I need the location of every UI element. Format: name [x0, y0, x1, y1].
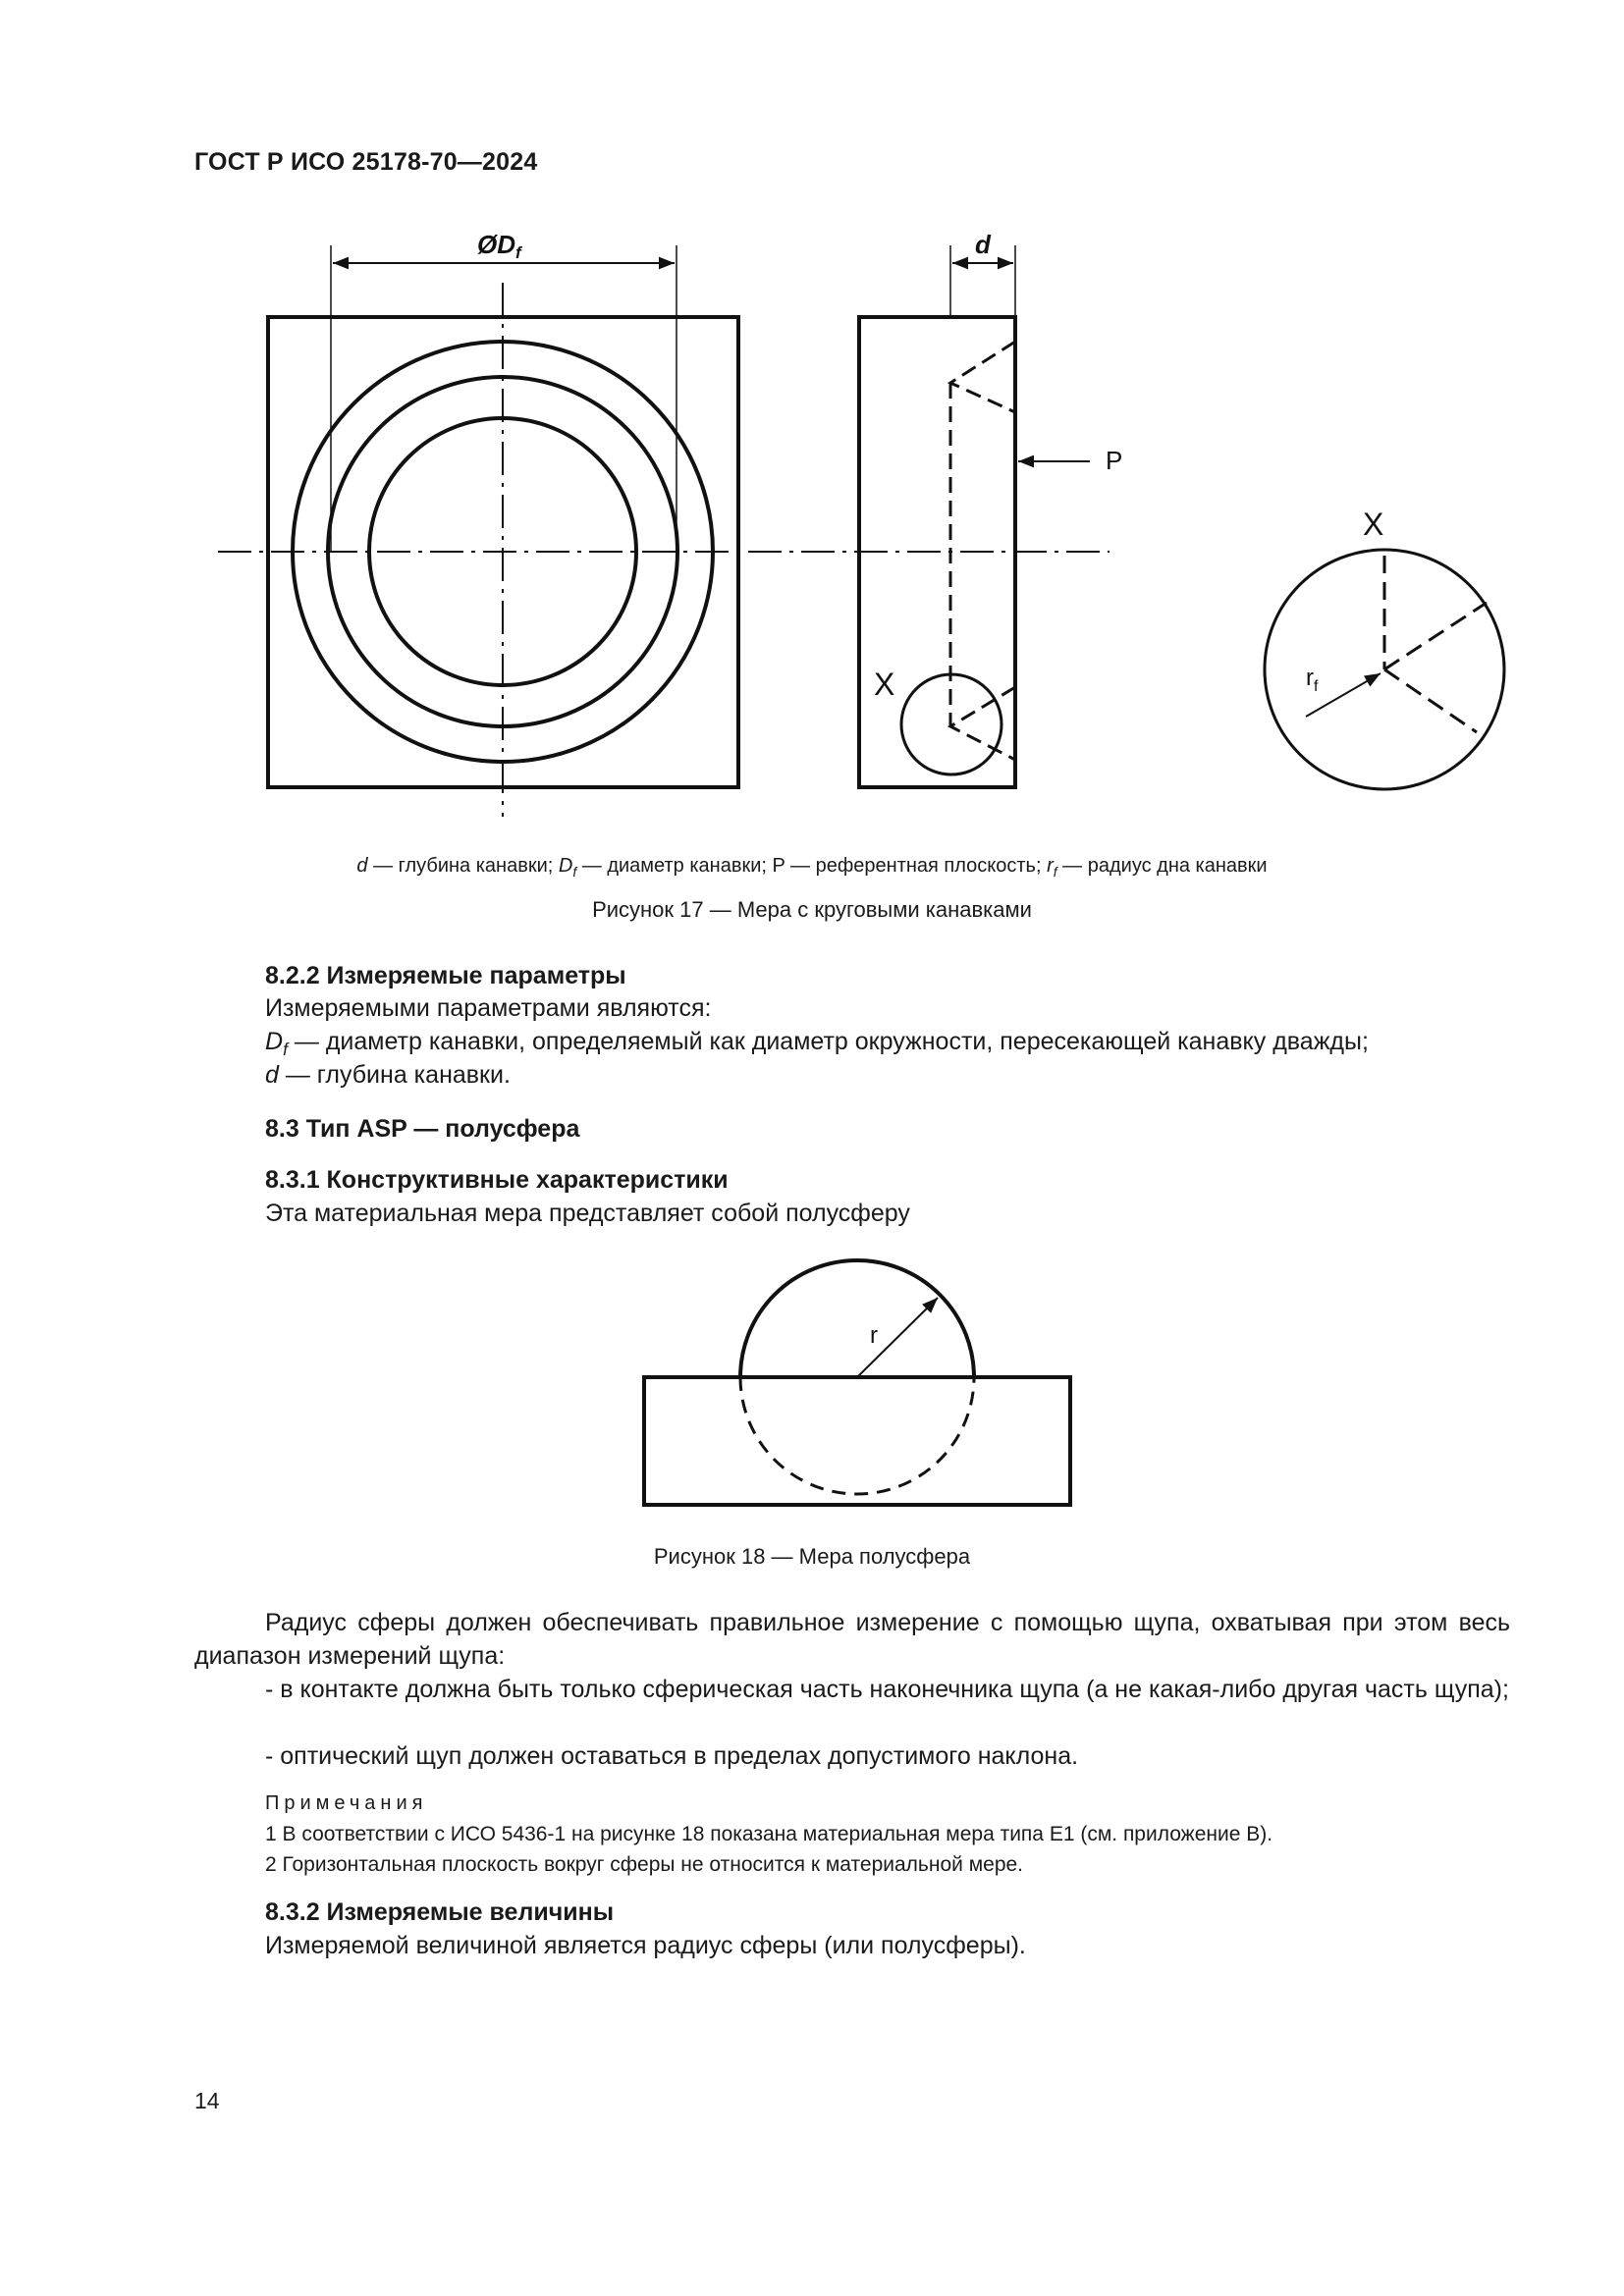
section-831-heading: 8.3.1 Конструктивные характеристики	[265, 1166, 729, 1194]
dim-diameter-label: ØDf	[477, 230, 521, 262]
figure17-side-view	[859, 245, 1090, 787]
notes-title: Примечания	[265, 1792, 428, 1814]
figure17-caption: Рисунок 17 — Мера с круговыми канавками	[592, 897, 1032, 922]
section-822-item-d: d — глубина канавки.	[265, 1061, 511, 1089]
sphere-radius-label: r	[870, 1322, 878, 1349]
groove-radius-label: $r_f$	[1306, 665, 1319, 695]
figure17-front-view	[218, 245, 1110, 817]
section-831-text: Эта материальная мера представляет собой полусферу	[265, 1200, 910, 1227]
detail-x-label: X	[1363, 507, 1384, 542]
section-83-heading: 8.3 Тип ASP — полусфера	[265, 1115, 580, 1143]
detail-x-label-side: X	[874, 667, 895, 702]
body-paragraph-1: Радиус сферы должен обеспечивать правильное измерение с помощью щупа, охватывая при этом весь диапазон измерений щупа:	[194, 1609, 1510, 1670]
page-number: 14	[194, 2088, 220, 2113]
section-832-text: Измеряемой величиной является радиус сферы (или полусферы).	[265, 1932, 1026, 1959]
section-822-intro: Измеряемыми параметрами являются:	[265, 994, 712, 1022]
section-822-heading: 8.2.2 Измеряемые параметры	[265, 962, 626, 989]
figure17-legend: d — глубина канавки; $D_f$ — диаметр канавки; P — референтная плоскость; $r_f$ — радиус дна канавки	[356, 855, 1268, 880]
document-header: ГОСТ Р ИСО 25178-70—2024	[194, 148, 538, 176]
note-1: 1 В соответствии с ИСО 5436-1 на рисунке 18 показана материальная мера типа E1 (см. приложение B).	[265, 1823, 1273, 1845]
figure18-hemisphere	[644, 1260, 1070, 1505]
section-822-item-df: $D_f$ — диаметр канавки, определяемый как диаметр окружности, пересекающей канавку дважды;	[265, 1028, 1369, 1059]
dim-depth-label: d	[975, 230, 991, 259]
note-2: 2 Горизонтальная плоскость вокруг сферы не относится к материальной мере.	[265, 1853, 1024, 1876]
figure17-detail-x	[1265, 550, 1504, 789]
figure18-caption: Рисунок 18 — Мера полусфера	[653, 1544, 971, 1569]
section-832-heading: 8.3.2 Измеряемые величины	[265, 1898, 615, 1926]
reference-plane-label: P	[1106, 446, 1123, 475]
body-paragraph-2: - в контакте должна быть только сферическая часть наконечника щупа (а не какая-либо другая часть щупа);	[265, 1676, 1509, 1703]
body-paragraph-3: - оптический щуп должен оставаться в пределах допустимого наклона.	[265, 1742, 1079, 1770]
